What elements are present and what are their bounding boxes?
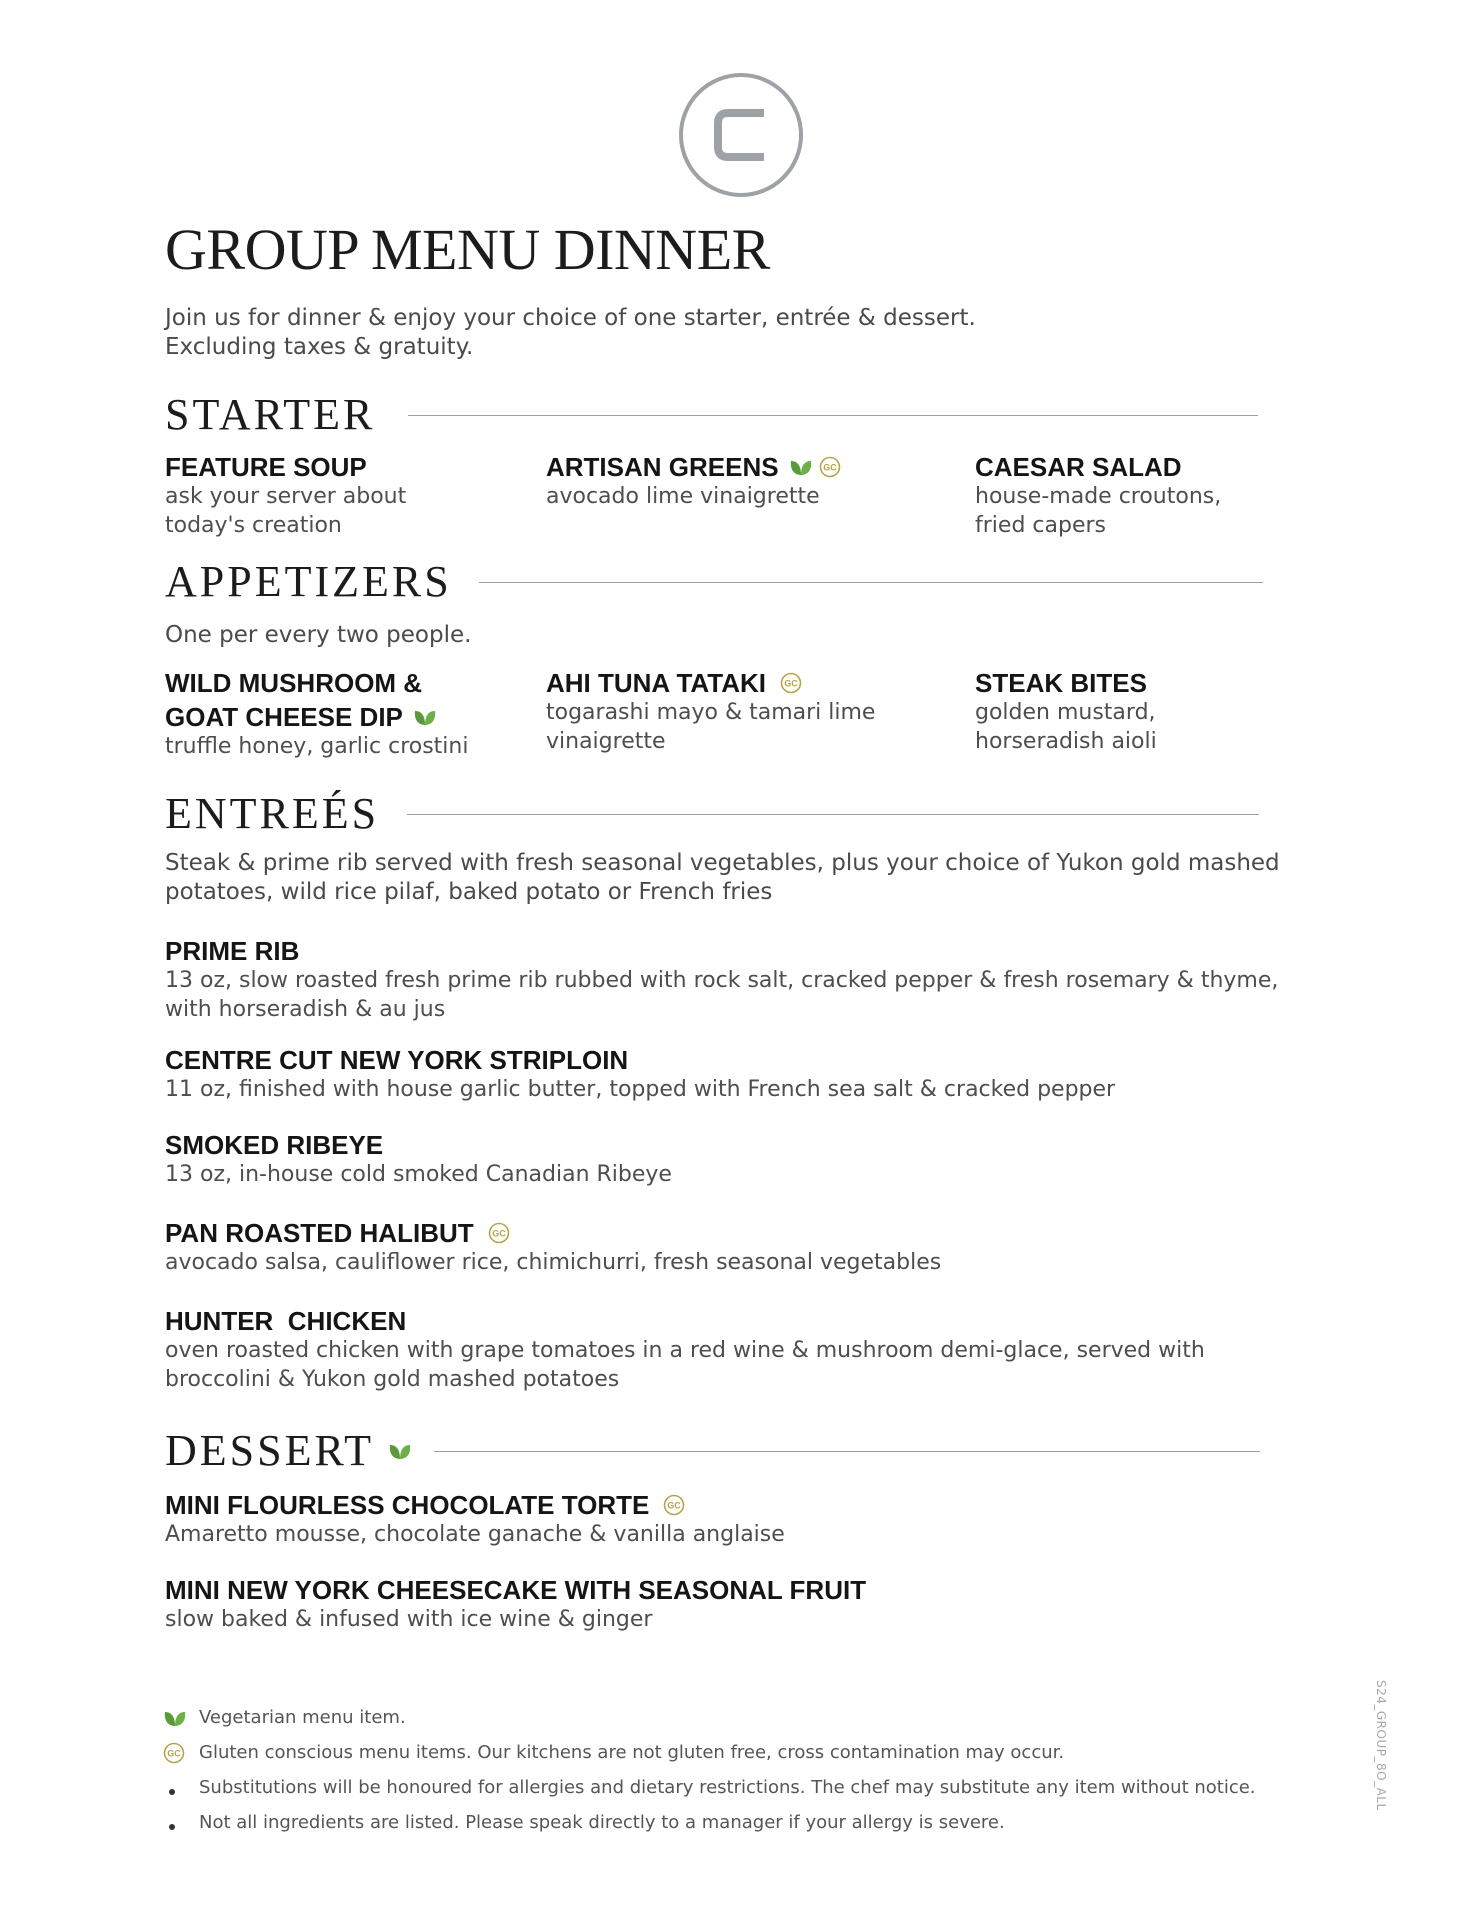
menu-item-artisan-greens: ARTISAN GREENS GC avocado lime vinaigrette [546, 452, 841, 511]
menu-item-striploin: CENTRE CUT NEW YORK STRIPLOIN 11 oz, finished with house garlic butter, topped with French sea salt & cracked pepper [165, 1045, 1116, 1102]
legend-substitutions: Substitutions will be honoured for allergies and dietary restrictions. The chef may substitute any item without notice. [163, 1770, 1256, 1805]
section-divider [408, 415, 1258, 416]
menu-item-chocolate-torte: MINI FLOURLESS CHOCOLATE TORTE GC Amaretto mousse, chocolate ganache & vanilla anglaise [165, 1490, 785, 1547]
menu-item-feature-soup: FEATURE SOUP ask your server about today's creation [165, 452, 407, 538]
legend-vegetarian: Vegetarian menu item. [163, 1700, 1256, 1735]
legend-gluten: GC Gluten conscious menu items. Our kitchens are not gluten free, cross contamination may occur. [163, 1735, 1256, 1770]
bullet-icon [169, 1824, 175, 1830]
menu-item-prime-rib: PRIME RIB 13 oz, slow roasted fresh prime rib rubbed with rock salt, cracked pepper & fresh rosemary & thyme, with horseradish & au jus [165, 936, 1279, 1022]
gc-icon [488, 1222, 510, 1244]
menu-item-caesar-salad: CAESAR SALAD house-made croutons, fried capers [975, 452, 1222, 538]
menu-item-hunter-chicken: HUNTER CHICKEN oven roasted chicken with grape tomatoes in a red wine & mushroom demi-glace, served with broccolini & Yukon gold mashed potatoes [165, 1306, 1205, 1392]
svg-text:GC: GC [784, 678, 798, 689]
document-code: S24_GROUP_8O_ALL [1374, 1680, 1388, 1811]
gc-icon [780, 672, 802, 694]
entrees-note: Steak & prime rib served with fresh seasonal vegetables, plus your choice of Yukon gold mashed potatoes, wild rice pilaf, baked potato or French fries [165, 850, 1280, 905]
leaf-icon [163, 1708, 187, 1728]
svg-text:GC: GC [167, 1748, 181, 1758]
section-divider [434, 1451, 1260, 1452]
leaf-icon [388, 1441, 412, 1461]
section-divider [407, 814, 1259, 815]
svg-text:GC: GC [822, 462, 837, 473]
gc-icon [819, 456, 841, 478]
gc-icon [163, 1742, 185, 1764]
intro-text: Join us for dinner & enjoy your choice of one starter, entrée & dessert. Excluding taxes & gratuity. [165, 305, 976, 360]
dessert-heading: DESSERT [165, 1429, 1260, 1473]
section-divider [479, 582, 1263, 583]
legend [163, 1700, 1256, 1840]
appetizers-heading: APPETIZERS [165, 560, 1263, 604]
starter-heading: STARTER [165, 393, 1258, 437]
entrees-heading: ENTREÉS [165, 792, 1259, 836]
svg-text:GC: GC [667, 1500, 682, 1511]
menu-item-ahi-tuna: AHI TUNA TATAKI GC togarashi mayo & tamari lime vinaigrette [546, 668, 876, 754]
leaf-icon [413, 707, 437, 727]
menu-item-smoked-ribeye: SMOKED RIBEYE 13 oz, in-house cold smoked Canadian Ribeye [165, 1130, 672, 1187]
brand-logo [678, 72, 804, 198]
menu-item-steak-bites: STEAK BITES golden mustard, horseradish aioli [975, 668, 1157, 754]
menu-item-mushroom-dip: WILD MUSHROOM & GOAT CHEESE DIP truffle honey, garlic crostini [165, 668, 469, 759]
appetizers-note: One per every two people. [165, 622, 472, 648]
svg-text:GC: GC [491, 1228, 506, 1239]
gc-icon [663, 1494, 685, 1516]
page-title: GROUP MENU DINNER [165, 217, 770, 282]
leaf-icon [789, 457, 813, 477]
bullet-icon [169, 1789, 175, 1795]
menu-item-cheesecake: MINI NEW YORK CHEESECAKE WITH SEASONAL FRUIT slow baked & infused with ice wine & ginger [165, 1575, 867, 1632]
menu-item-halibut: PAN ROASTED HALIBUT GC avocado salsa, cauliflower rice, chimichurri, fresh seasonal vegetables [165, 1218, 942, 1275]
legend-ingredients: Not all ingredients are listed. Please speak directly to a manager if your allergy is severe. [163, 1805, 1256, 1840]
